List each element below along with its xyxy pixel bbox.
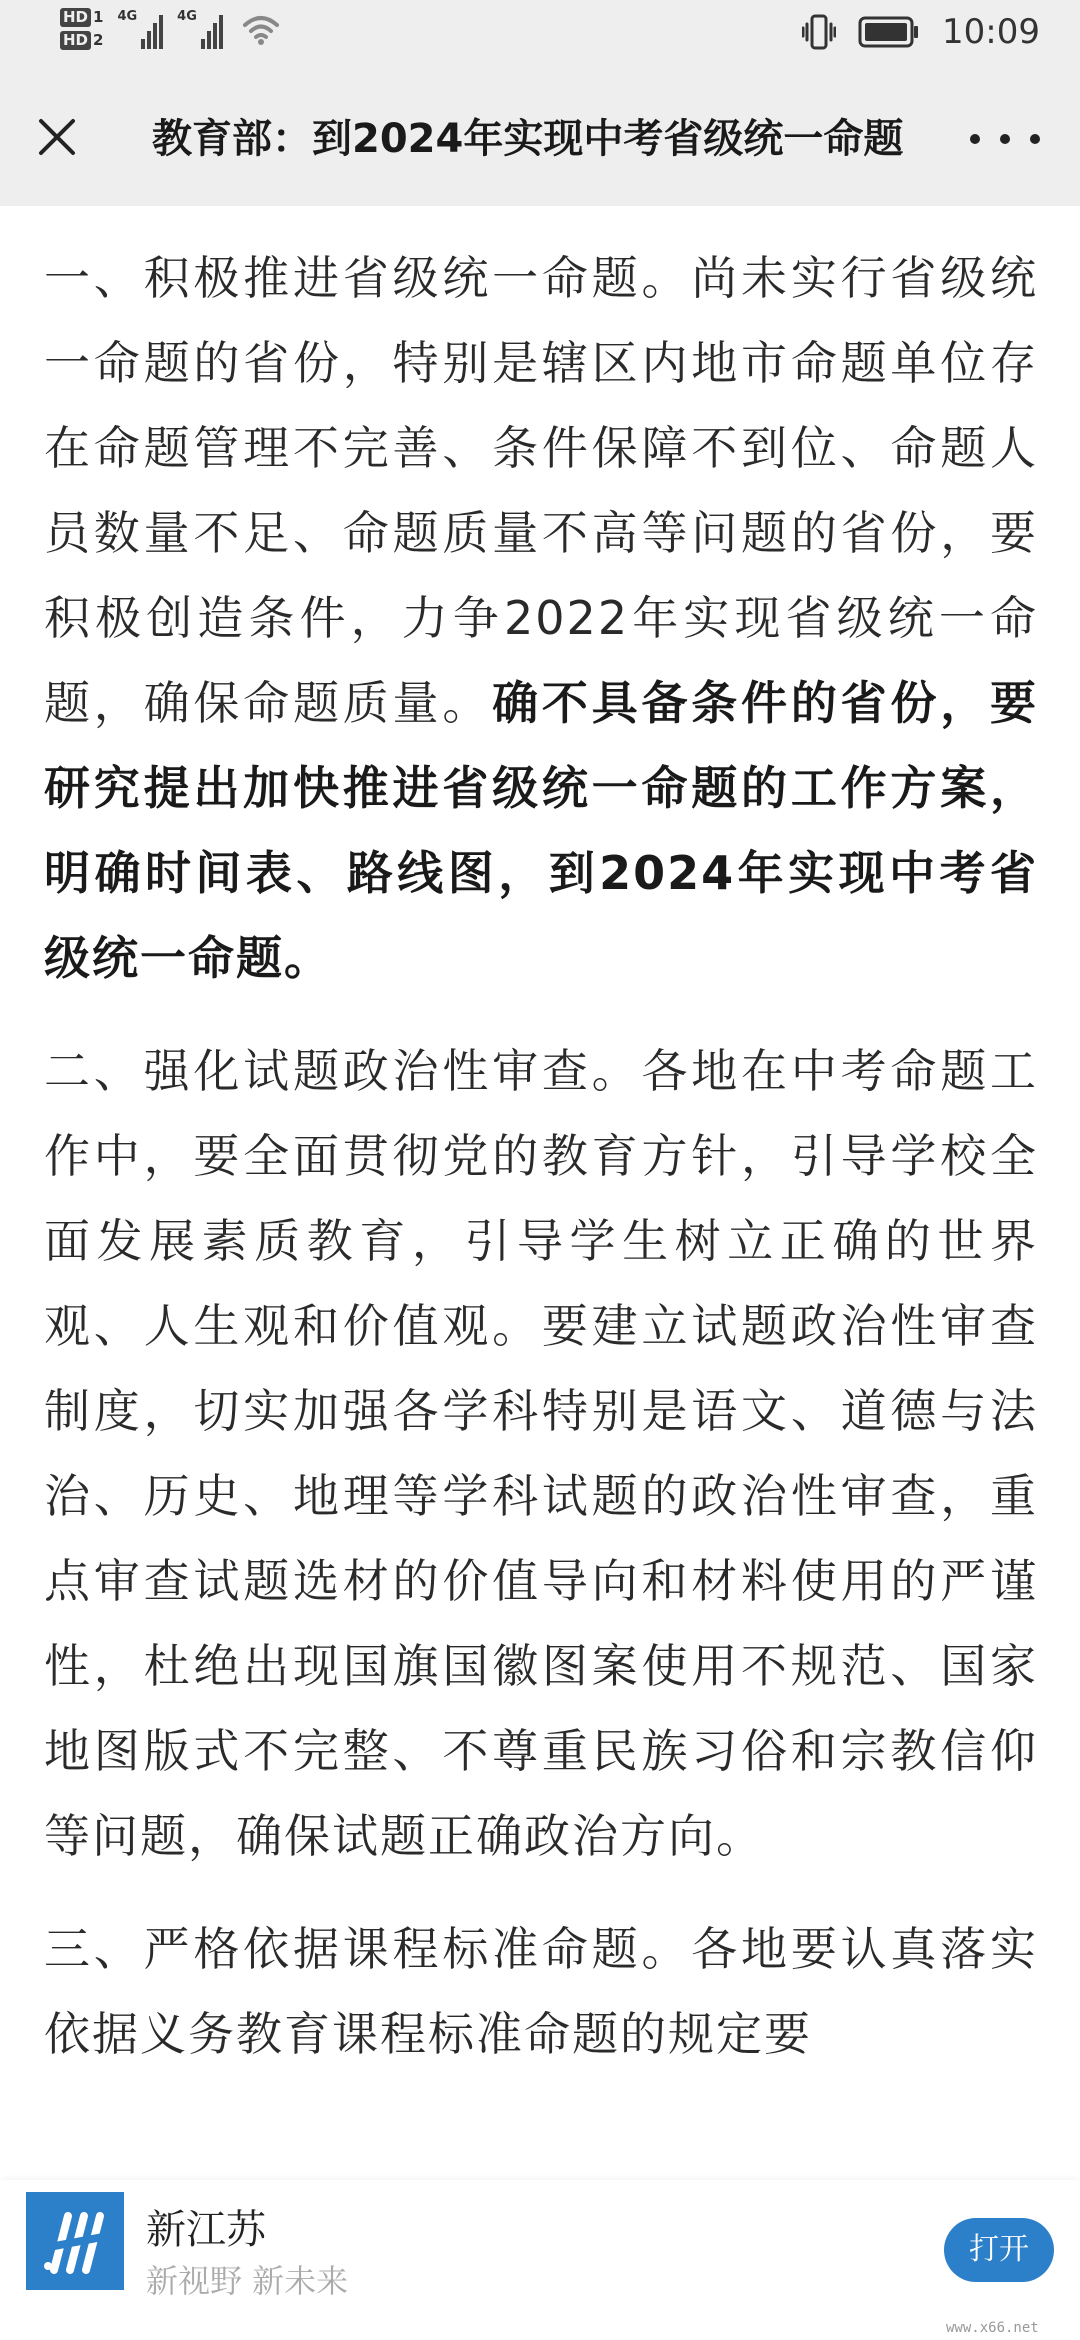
close-button[interactable] xyxy=(26,106,88,168)
wifi-icon xyxy=(241,9,281,49)
status-left xyxy=(60,8,281,50)
nav-bar xyxy=(0,72,1080,206)
sim2-indicator xyxy=(60,31,103,50)
paragraph-1 xyxy=(44,236,1038,1001)
paragraph-2: 二、强化试题政治性审查。各地在中考命题工作中，要全面贯彻党的教育方针，引导学校全面发展素质教育，引导学生树立正确的世界观、人生观和价值观。要建立试题政治性审查制度，切实加强各学科特别是语文、道德与法治、历史、地理等学科试题的政治性审查，重点审查试题选材的价值导向和材料使用的严谨性，杜绝出现国旗国徽图案使用不规范、国家地图版式不完整、不尊重民族习俗和宗教信仰等问题，确保试题正确政治方向。 xyxy=(44,1044,1038,1863)
sim2-hd-label: HD xyxy=(60,31,91,50)
article-body[interactable] xyxy=(44,236,1038,2186)
signal-icon-2 xyxy=(177,9,223,49)
paragraph-3: 三、严格依据课程标准命题。各地要认真落实依据义务教育课程标准命题的规定要 xyxy=(44,1922,1038,2061)
paragraph-1-bold: 确不具备条件的省份，要研究提出加快推进省级统一命题的工作方案，明确时间表、路线图，到2024年实现中考省级统一命题。 xyxy=(44,676,1038,985)
page-title: 教育部：到2024年实现中考省级统一命题 xyxy=(152,116,904,162)
sim1-hd-label: HD xyxy=(60,8,91,27)
open-app-button[interactable]: 打开 xyxy=(944,2218,1054,2282)
app-banner[interactable] xyxy=(0,2180,1080,2340)
more-button[interactable] xyxy=(970,114,1040,164)
network-type-1: 4G xyxy=(117,9,138,24)
sim1-indicator xyxy=(60,8,103,27)
xinjiangsu-logo-icon xyxy=(26,2192,124,2290)
sim-indicators xyxy=(60,8,103,50)
signal-icon xyxy=(117,9,163,49)
network-type-2: 4G xyxy=(177,9,197,24)
more-icon xyxy=(970,134,980,144)
paragraph-1-text: 一、积极推进省级统一命题。尚未实行省级统一命题的省份，特别是辖区内地市命题单位存在命题管理不完善、条件保障不到位、命题人员数量不足、命题质量不高等问题的省份，要积极创造条件，力争2022年实现省级统一命题，确保命题质量。 xyxy=(44,251,1038,730)
sim1-number: 1 xyxy=(93,8,104,26)
vibrate-icon xyxy=(802,12,836,52)
brand-name: 新江苏 xyxy=(146,2207,266,2253)
status-right xyxy=(802,12,1040,52)
watermark: www.x66.net xyxy=(946,2320,1039,2336)
close-icon xyxy=(37,117,77,157)
clock: 10:09 xyxy=(942,12,1040,52)
status-bar xyxy=(0,0,1080,72)
sim2-number: 2 xyxy=(93,31,104,49)
battery-icon xyxy=(858,15,920,49)
brand-slogan: 新视野 新未来 xyxy=(146,2262,349,2300)
